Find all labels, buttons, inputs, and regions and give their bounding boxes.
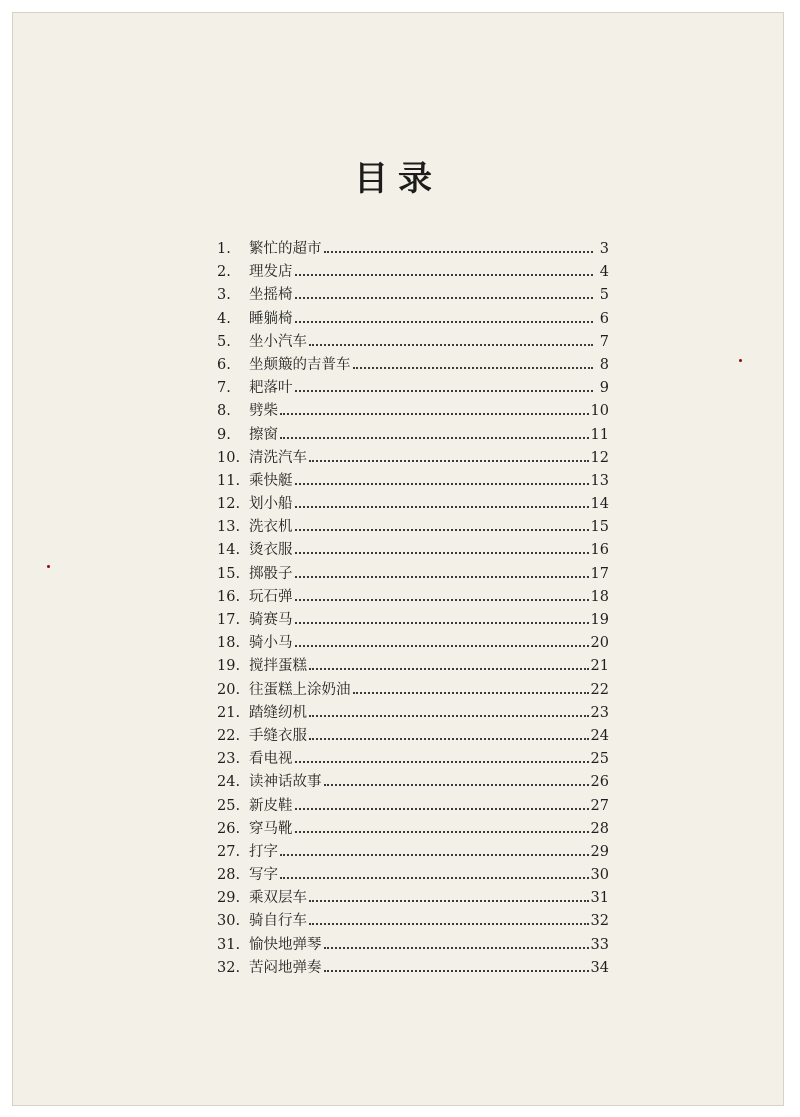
toc-entry-number: 2. (217, 264, 231, 281)
toc-entry-number: 4. (217, 310, 231, 327)
toc-entry-number: 22. (217, 727, 241, 744)
toc-entry (217, 446, 609, 469)
toc-entry-title: 打字 (249, 843, 278, 860)
toc-entry-title: 清洗汽车 (249, 449, 307, 466)
toc-entry (217, 515, 609, 538)
toc-entry-page: 33 (590, 936, 609, 953)
dot-leader (309, 715, 589, 717)
toc-entry-page: 6 (599, 310, 609, 327)
toc-entry (217, 608, 609, 631)
toc-entry-title: 搅拌蛋糕 (249, 658, 307, 675)
toc-entry (217, 794, 609, 817)
dot-leader (309, 900, 589, 902)
toc-entry-title: 穿马靴 (249, 820, 293, 837)
dot-leader (295, 645, 589, 647)
toc-entry-page: 34 (590, 959, 609, 976)
toc-entry (217, 886, 609, 909)
dot-leader (309, 738, 589, 740)
dot-leader (324, 251, 594, 253)
toc-entry-number: 31. (217, 936, 241, 953)
dot-leader (295, 552, 589, 554)
toc-entry-title: 新皮鞋 (249, 797, 293, 814)
toc-entry (217, 724, 609, 747)
toc-entry-title: 洗衣机 (249, 519, 293, 536)
toc-entry-number: 10. (217, 449, 241, 466)
toc-entry-title: 看电视 (249, 751, 293, 768)
toc-entry (217, 538, 609, 561)
toc-entry-page: 24 (590, 727, 609, 744)
dot-leader (295, 529, 589, 531)
toc-entry-number: 25. (217, 797, 241, 814)
toc-entry-number: 16. (217, 588, 241, 605)
toc-entry-title: 劈柴 (249, 403, 278, 420)
toc-entry (217, 492, 609, 515)
toc-entry-number: 11. (217, 472, 241, 489)
toc-entry (217, 933, 609, 956)
toc-entry-page: 10 (590, 403, 609, 420)
dot-leader (309, 344, 593, 346)
toc-entry-title: 骑自行车 (249, 913, 307, 930)
toc-entry-title: 坐摇椅 (249, 287, 293, 304)
dot-leader (309, 923, 589, 925)
toc-entry-number: 14. (217, 542, 241, 559)
dot-leader (280, 437, 589, 439)
print-speck (47, 565, 50, 568)
toc-entry-title: 读神话故事 (249, 774, 322, 791)
toc-entry-page: 4 (599, 264, 609, 281)
toc-entry-page: 16 (590, 542, 609, 559)
toc-entry-title: 苦闷地弹奏 (249, 959, 322, 976)
toc-entry-title: 划小船 (249, 496, 293, 513)
dot-leader (280, 413, 589, 415)
toc-entry (217, 307, 609, 330)
toc-entry-number: 29. (217, 890, 241, 907)
dot-leader (295, 622, 589, 624)
dot-leader (295, 599, 589, 601)
toc-entry-page: 8 (599, 356, 609, 373)
toc-entry-number: 32. (217, 959, 241, 976)
toc-entry-number: 12. (217, 496, 241, 513)
toc-entry-number: 30. (217, 913, 241, 930)
toc-entry-number: 8. (217, 403, 231, 420)
toc-entry-number: 3. (217, 287, 231, 304)
toc-entry-number: 23. (217, 751, 241, 768)
toc-entry-title: 愉快地弹琴 (249, 936, 322, 953)
toc-entry-number: 6. (217, 356, 231, 373)
toc-entry (217, 817, 609, 840)
toc-entry (217, 330, 609, 353)
dot-leader (295, 831, 589, 833)
toc-entry (217, 353, 609, 376)
toc-entry-page: 27 (590, 797, 609, 814)
toc-entry-page: 12 (590, 449, 609, 466)
dot-leader (324, 970, 589, 972)
toc-entry-page: 3 (599, 241, 609, 257)
dot-leader (324, 784, 589, 786)
toc-entry-title: 理发店 (249, 264, 293, 281)
toc-entry (217, 423, 609, 446)
toc-entry-title: 玩石弹 (249, 588, 293, 605)
toc-entry (217, 376, 609, 399)
page-title: 目录 (354, 159, 442, 199)
toc-entry-number: 24. (217, 774, 241, 791)
toc-entry-title: 坐颠簸的吉普车 (249, 356, 351, 373)
toc-entry-page: 25 (590, 751, 609, 768)
toc-entry-number: 1. (217, 241, 231, 257)
toc-entry (217, 770, 609, 793)
toc-entry-title: 乘双层车 (249, 890, 307, 907)
dot-leader (353, 692, 589, 694)
table-of-contents (217, 237, 609, 979)
print-speck (739, 359, 742, 362)
toc-entry-number: 20. (217, 681, 241, 698)
toc-entry-number: 9. (217, 426, 231, 443)
toc-entry-number: 7. (217, 380, 231, 397)
toc-entry (217, 956, 609, 979)
toc-entry (217, 863, 609, 886)
toc-entry-number: 17. (217, 612, 241, 628)
toc-entry-number: 15. (217, 565, 241, 582)
toc-entry (217, 678, 609, 701)
toc-entry (217, 909, 609, 932)
dot-leader (295, 321, 594, 323)
toc-entry-page: 22 (590, 681, 609, 698)
toc-entry (217, 631, 609, 654)
dot-leader (324, 947, 589, 949)
toc-entry (217, 562, 609, 585)
toc-entry-title: 耙落叶 (249, 380, 293, 397)
toc-entry-page: 17 (590, 565, 609, 582)
toc-entry-title: 骑赛马 (249, 612, 293, 628)
toc-entry-page: 13 (590, 472, 609, 489)
toc-entry (217, 585, 609, 608)
toc-entry (217, 840, 609, 863)
toc-entry-title: 繁忙的超市 (249, 241, 322, 257)
dot-leader (295, 390, 594, 392)
dot-leader (280, 877, 589, 879)
toc-entry-page: 23 (590, 704, 609, 721)
toc-entry-page: 11 (590, 426, 609, 443)
dot-leader (295, 761, 589, 763)
toc-entry-page: 9 (599, 380, 609, 397)
toc-entry-page: 18 (590, 588, 609, 605)
toc-entry (217, 237, 609, 260)
toc-entry (217, 399, 609, 422)
toc-entry-number: 27. (217, 843, 241, 860)
dot-leader (309, 460, 589, 462)
toc-entry (217, 747, 609, 770)
toc-entry-title: 睡躺椅 (249, 310, 293, 327)
toc-entry-page: 28 (590, 820, 609, 837)
toc-entry-title: 踏缝纫机 (249, 704, 307, 721)
toc-entry-number: 19. (217, 658, 241, 675)
toc-entry-page: 29 (590, 843, 609, 860)
toc-entry-title: 往蛋糕上涂奶油 (249, 681, 351, 698)
toc-entry (217, 283, 609, 306)
toc-entry-page: 15 (590, 519, 609, 536)
toc-entry-number: 21. (217, 704, 241, 721)
toc-entry-title: 擦窗 (249, 426, 278, 443)
toc-entry-page: 5 (599, 287, 609, 304)
toc-entry-page: 19 (590, 612, 609, 628)
toc-entry-page: 14 (590, 496, 609, 513)
dot-leader (295, 274, 594, 276)
toc-entry (217, 654, 609, 677)
toc-entry-number: 18. (217, 635, 241, 652)
toc-entry (217, 469, 609, 492)
toc-entry-title: 手缝衣服 (249, 727, 307, 744)
toc-entry-title: 乘快艇 (249, 472, 293, 489)
toc-entry-title: 骑小马 (249, 635, 293, 652)
toc-entry-page: 20 (590, 635, 609, 652)
dot-leader (295, 576, 589, 578)
toc-entry-page: 30 (590, 867, 609, 884)
toc-entry-page: 26 (590, 774, 609, 791)
dot-leader (295, 297, 594, 299)
toc-entry (217, 701, 609, 724)
dot-leader (280, 854, 589, 856)
dot-leader (295, 808, 589, 810)
dot-leader (309, 668, 589, 670)
toc-entry (217, 260, 609, 283)
dot-leader (295, 506, 589, 508)
toc-entry-page: 32 (590, 913, 609, 930)
toc-entry-title: 坐小汽车 (249, 333, 307, 350)
dot-leader (295, 483, 589, 485)
toc-entry-page: 31 (590, 890, 609, 907)
toc-entry-title: 写字 (249, 867, 278, 884)
toc-entry-title: 掷骰子 (249, 565, 293, 582)
toc-entry-page: 21 (590, 658, 609, 675)
toc-entry-number: 13. (217, 519, 241, 536)
toc-entry-number: 26. (217, 820, 241, 837)
dot-leader (353, 367, 594, 369)
toc-entry-number: 5. (217, 333, 231, 350)
toc-entry-page: 7 (599, 333, 609, 350)
toc-entry-title: 烫衣服 (249, 542, 293, 559)
book-page (12, 12, 784, 1106)
toc-entry-number: 28. (217, 867, 241, 884)
